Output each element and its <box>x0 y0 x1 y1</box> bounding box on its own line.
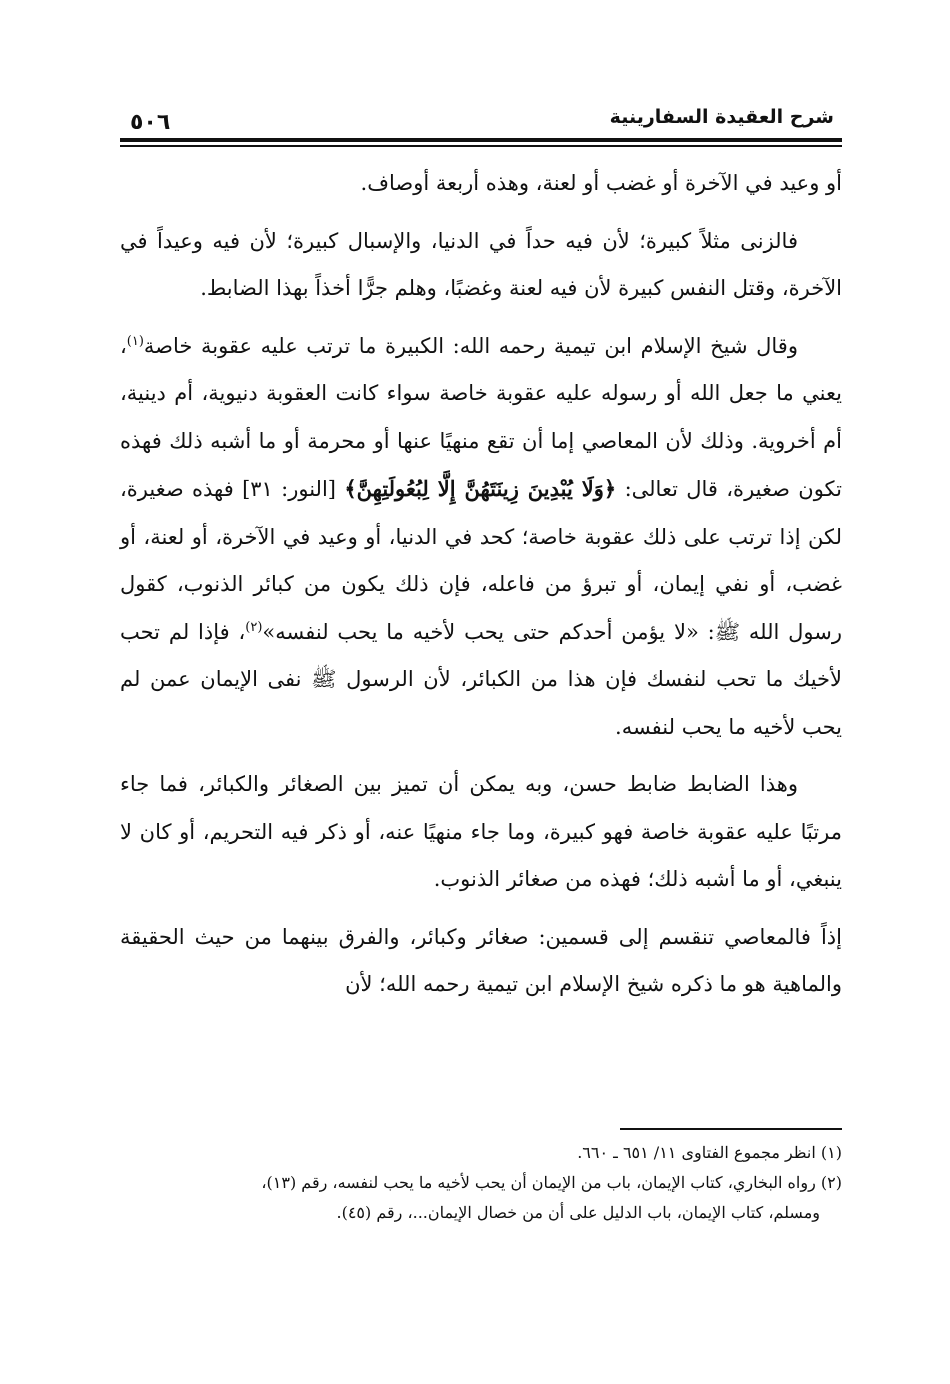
main-text <box>120 160 842 1009</box>
paragraph-3-part-b: ، يعني ما جعل الله أو رسوله عليه عقوبة خاصة سواء كانت العقوبة دنيوية، أم دينية، أم أخروية. وذلك لأن المعاصي إما أن تقع منهيًا عنها أو محرمة أو ما أشبه ذلك فهذه تكون صغيرة، قال تعالى: <box>120 333 842 501</box>
running-title: شرح العقيدة السفارينية <box>609 106 834 128</box>
paragraph-3 <box>120 323 842 752</box>
footnote-1: (١) انظر مجموع الفتاوى ١١/ ٦٥١ ـ ٦٦٠. <box>577 1143 842 1162</box>
paragraph-3-part-a: وقال شيخ الإسلام ابن تيمية رحمه الله: الكبيرة ما ترتب عليه عقوبة خاصة <box>143 333 798 358</box>
footnote-separator <box>620 1128 842 1130</box>
footnote-2-line-1: (٢) رواه البخاري، كتاب الإيمان، باب من الإيمان أن يحب لأخيه ما يحب لنفسه، رقم (١٣)، <box>261 1173 842 1192</box>
header-rule-thick <box>120 138 842 142</box>
paragraph-1: أو وعيد في الآخرة أو غضب أو لعنة، وهذه أربعة أوصاف. <box>360 171 842 195</box>
header-rule-thin <box>120 145 842 147</box>
footnote-ref-1: (١) <box>126 333 144 349</box>
footnote-2-line-2: ومسلم، كتاب الإيمان، باب الدليل على أن من خصال الإيمان...، رقم (٤٥). <box>336 1203 820 1222</box>
paragraph-4: وهذا الضابط ضابط حسن، وبه يمكن أن تميز بين الصغائر والكبائر، فما جاء مرتبًا عليه عقوبة خاصة فهو كبيرة، وما جاء منهيًا عنه، أو ذكر فيه التحريم، أو كان لا ينبغي، أو ما أشبه ذلك؛ فهذه من صغائر الذنوب. <box>120 772 842 891</box>
paragraph-3-part-d: ، فإذا لم تحب لأخيك ما تحب لنفسك فإن هذا من الكبائر، لأن الرسول ﷺ نفى الإيمان عمن لم يحب لأخيه ما يحب لنفسه. <box>120 619 842 739</box>
footnotes <box>120 1138 842 1228</box>
paragraph-3-part-c: [النور: ٣١] فهذه صغيرة، لكن إذا ترتب على ذلك عقوبة خاصة؛ كحد في الدنيا، أو وعيد في الآخرة، أو لعنة، أو غضب، أو نفي إيمان، أو تبرؤ من فاعله، فإن ذلك يكون من كبائر الذنوب، كقول رسول الله ﷺ: «لا يؤمن أحدكم حتى يحب لأخيه ما يحب لنفسه» <box>120 477 842 644</box>
page-header <box>120 100 842 148</box>
paragraph-5: إذاً فالمعاصي تنقسم إلى قسمين: صغائر وكبائر، والفرق بينهما من حيث الحقيقة والماهية هو ما ذكره شيخ الإسلام ابن تيمية رحمه الله؛ لأن <box>120 924 842 996</box>
quran-verse: ﴿وَلَا يُبْدِينَ زِينَتَهُنَّ إِلَّا لِبُعُولَتِهِنَّ﴾ <box>344 476 617 501</box>
paragraph-2: فالزنى مثلاً كبيرة؛ لأن فيه حداً في الدنيا، والإسبال كبيرة؛ لأن فيه وعيداً في الآخرة، وقتل النفس كبيرة لأن فيه لعنة وغضبًا، وهلم جرًّا أخذاً بهذا الضابط. <box>120 228 842 300</box>
page-number: ٥٠٦ <box>130 110 171 135</box>
footnote-ref-2: (٢) <box>245 619 263 635</box>
footnote-2 <box>120 1168 842 1228</box>
